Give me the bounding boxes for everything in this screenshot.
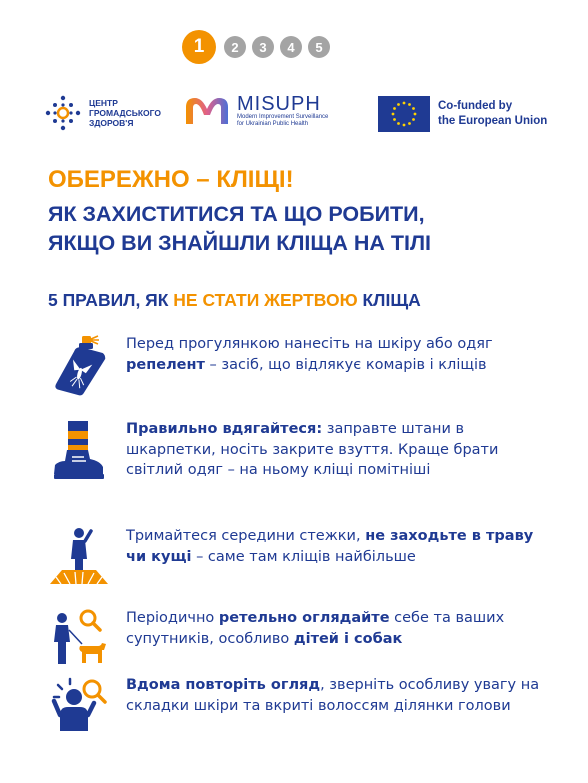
main-heading-line: ЯК ЗАХИСТИТИСЯ ТА ЩО РОБИТИ, xyxy=(48,202,425,226)
rule-text-bold: репелент xyxy=(126,356,205,373)
rule-text-plain: себе та ваших супутників, особливо xyxy=(126,610,505,647)
rule-text-bold: Правильно вдягайтеся: xyxy=(126,421,323,437)
main-heading xyxy=(48,200,431,258)
public-health-center-logo xyxy=(44,94,161,132)
rule-text-bold: Вдома повторіть огляд xyxy=(126,677,321,693)
rule-text-plain: , зверніть особливу увагу на складки шкіри та вкриті волоссям ділянки голови xyxy=(126,677,540,714)
subtitle-text: КЛІЩА xyxy=(357,290,421,310)
rule-text-plain: Періодично xyxy=(126,610,219,626)
cgz-logo-text: ЗДОРОВ'Я xyxy=(89,118,134,128)
rule-text-plain: – засіб, що відлякує комарів і кліщів xyxy=(204,356,487,373)
self-check-magnifier-icon xyxy=(48,675,110,737)
subtitle-text: 5 ПРАВИЛ, ЯК xyxy=(48,290,174,310)
page-5-indicator[interactable]: 5 xyxy=(308,36,330,58)
cgz-logo-text: ЦЕНТР xyxy=(89,98,118,108)
partner-logos xyxy=(0,88,588,144)
misuph-emblem-icon xyxy=(183,95,231,127)
page-2-indicator[interactable]: 2 xyxy=(224,36,246,58)
rule-text xyxy=(126,675,546,716)
person-dog-magnifier-icon xyxy=(48,608,110,670)
cgz-emblem-icon xyxy=(44,94,82,132)
main-heading-line: ЯКЩО ВИ ЗНАЙШЛИ КЛІЩА НА ТІЛІ xyxy=(48,231,432,255)
rule-text-plain: Тримайтеся середини стежки, xyxy=(126,528,366,544)
warning-title: ОБЕРЕЖНО – КЛІЩІ! xyxy=(48,166,294,193)
step-pager xyxy=(182,30,330,64)
rule-text xyxy=(126,526,546,567)
rule-item xyxy=(48,334,548,396)
rule-item xyxy=(48,608,548,670)
eu-logo-text: the European Union xyxy=(438,115,548,127)
page-3-indicator[interactable]: 3 xyxy=(252,36,274,58)
rule-text-bold: дітей і собак xyxy=(293,630,403,647)
misuph-subtitle: for Ukrainian Public Health xyxy=(237,121,309,127)
boot-sock-icon xyxy=(48,419,110,481)
rule-text-plain: – саме там кліщів найбільше xyxy=(191,548,416,565)
page-1-indicator[interactable]: 1 xyxy=(182,30,216,64)
rule-text-plain: заправте штани в шкарпетки, носіть закрите взуття. Краще брати світлий одяг – на ньому кліщі помітніші xyxy=(126,421,499,478)
rule-text-bold: не заходьте в траву чи кущі xyxy=(126,528,534,565)
rule-item xyxy=(48,419,548,481)
cgz-logo-text: ГРОМАДСЬКОГО xyxy=(89,108,161,118)
page-4-indicator[interactable]: 4 xyxy=(280,36,302,58)
rule-item xyxy=(48,675,548,737)
subtitle-highlight: НЕ СТАТИ ЖЕРТВОЮ xyxy=(173,290,358,310)
misuph-logo xyxy=(183,94,349,128)
rule-text xyxy=(126,608,546,649)
repellent-spray-icon xyxy=(48,334,110,396)
rules-subtitle xyxy=(48,290,421,311)
eu-logo-text: Co-funded by xyxy=(438,100,513,112)
misuph-name: MISUPH xyxy=(237,93,321,115)
rule-text-plain: Перед прогулянкою нанесіть на шкіру або одяг xyxy=(126,336,493,352)
person-on-path-icon xyxy=(48,526,110,588)
rule-text-bold: ретельно оглядайте xyxy=(218,610,390,626)
rule-text xyxy=(126,419,546,481)
eu-cofunded-logo xyxy=(378,96,547,132)
misuph-subtitle: Modern Improvement Surveillance xyxy=(237,114,329,120)
rule-item xyxy=(48,526,548,588)
eu-flag-icon xyxy=(378,96,430,132)
rule-text xyxy=(126,334,546,375)
